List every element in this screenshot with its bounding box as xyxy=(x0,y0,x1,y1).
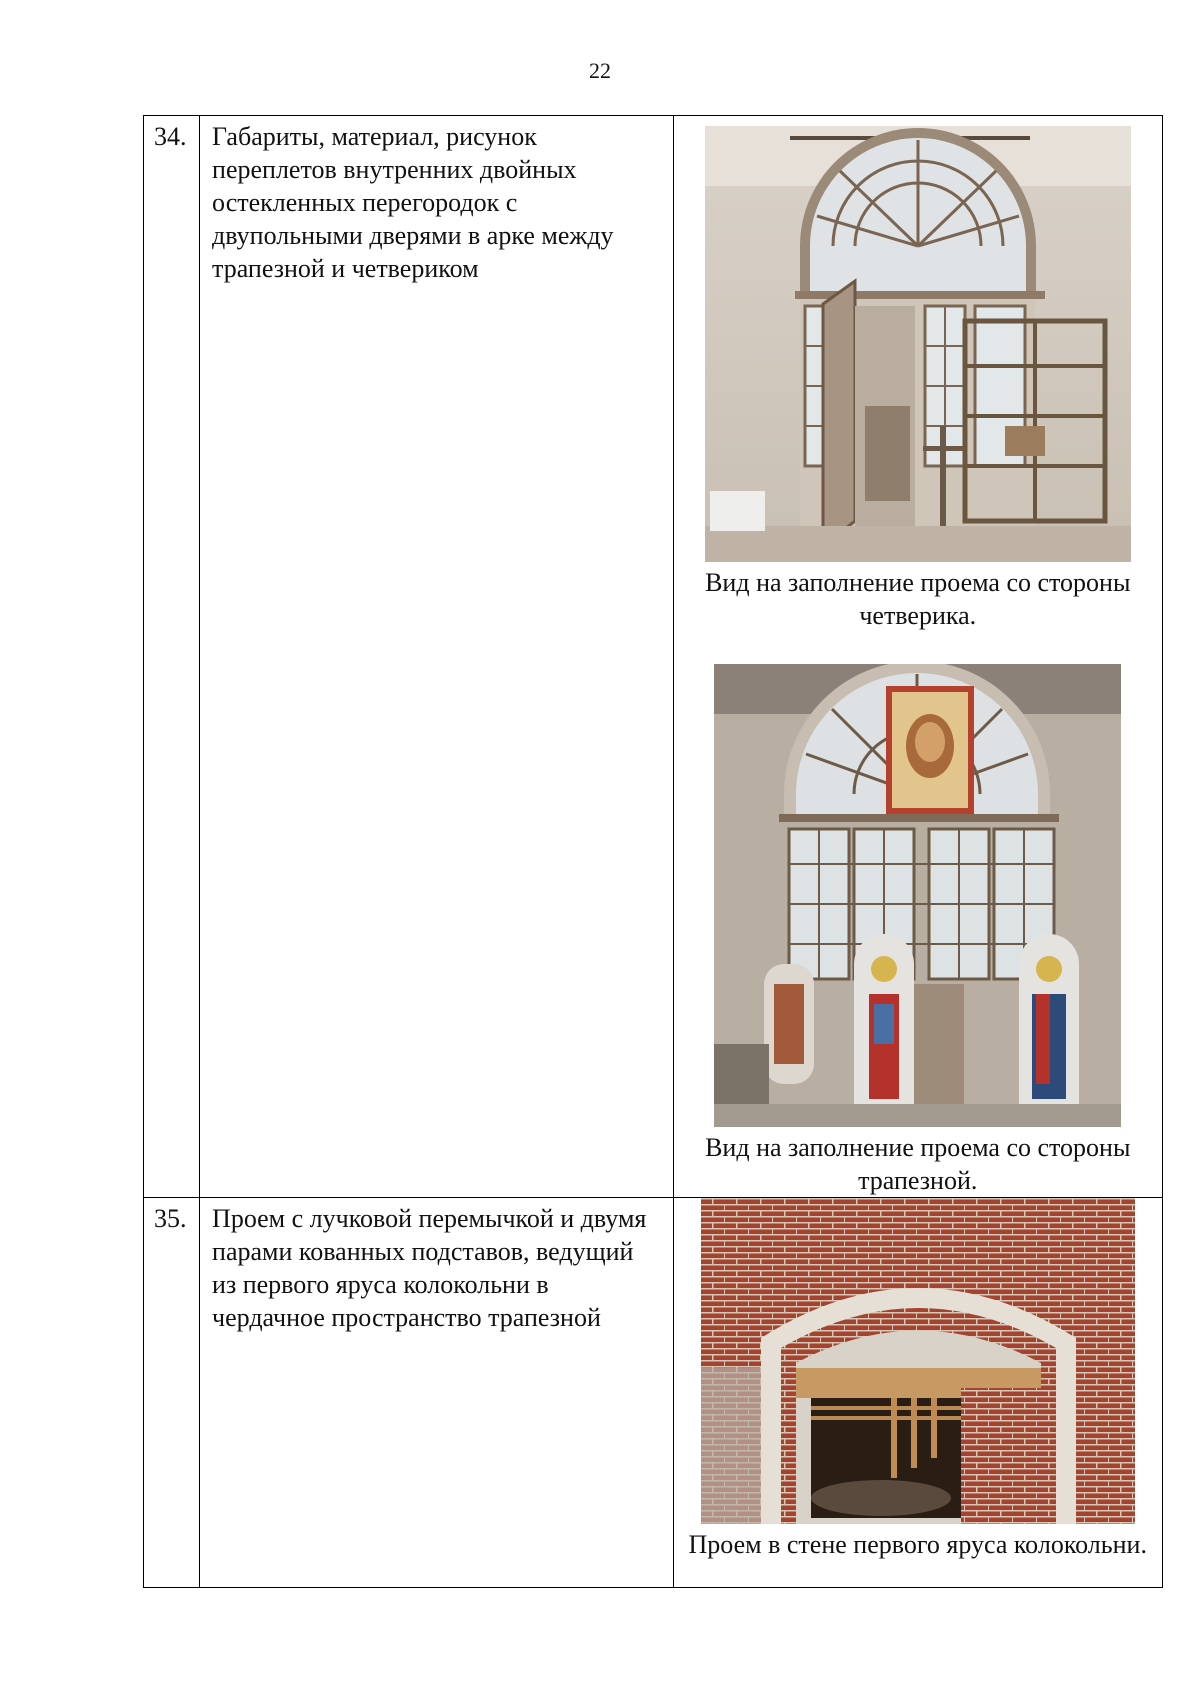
row-number-cell xyxy=(144,116,200,1198)
page-number: 22 xyxy=(589,58,611,83)
row-image-cell xyxy=(673,1198,1163,1588)
photo-caption: Вид на заполнение проема со стороны трапезной. xyxy=(705,1133,1131,1195)
table-row xyxy=(144,116,1163,1198)
row-description: Габариты, материал, рисунок переплетов внутренних двойных остекленных перегородок с двупольными дверями в арке между трапезной и четвериком xyxy=(212,122,614,283)
photo-caption: Проем в стене первого яруса колокольни. xyxy=(688,1530,1147,1559)
photo-partition-from-trapeznaya xyxy=(714,664,1121,1127)
photo-caption: Вид на заполнение проема со стороны четверика. xyxy=(705,568,1131,630)
row-number: 34. xyxy=(154,122,187,151)
row-number: 35. xyxy=(154,1204,187,1233)
row-description-cell xyxy=(200,116,673,1198)
table-row xyxy=(144,1198,1163,1588)
row-description: Проем с лучковой перемычкой и двумя парами кованных подставов, ведущий из первого яруса колокольни в чердачное пространство трапезной xyxy=(212,1204,647,1332)
row-description-cell xyxy=(200,1198,673,1588)
photo-partition-from-chetverik xyxy=(705,126,1131,562)
row-number-cell xyxy=(144,1198,200,1588)
row-image-cell xyxy=(673,116,1163,1198)
photo-belfry-opening xyxy=(701,1198,1135,1524)
specification-table xyxy=(143,115,1163,1588)
